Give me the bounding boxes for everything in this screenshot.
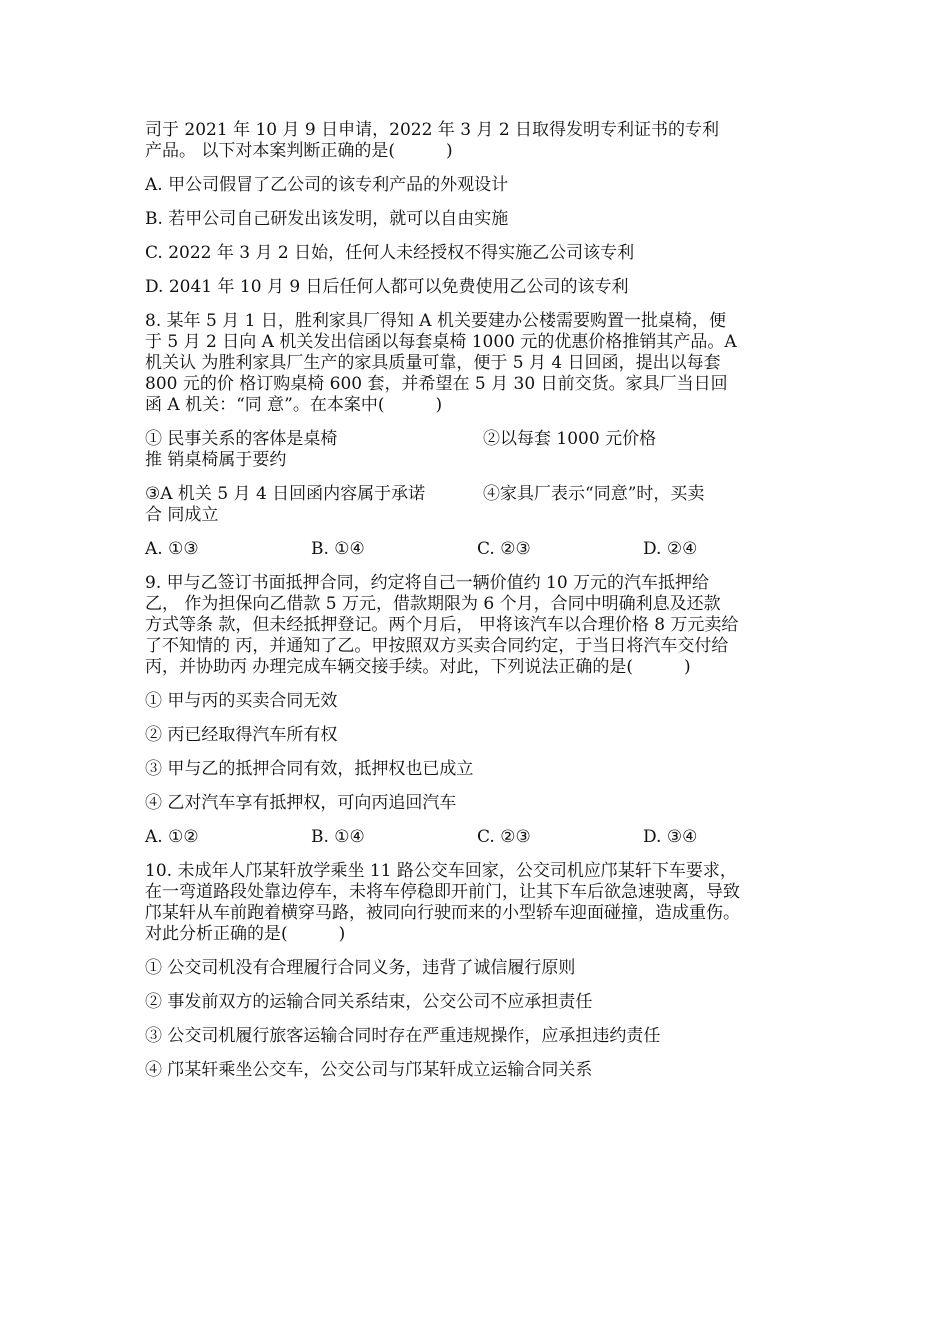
q10-stem-line: 邝某轩从车前跑着横穿马路，被同向行驶而来的小型轿车迎面碰撞，造成重伤。 — [145, 903, 740, 923]
q9-statement-3: ③ 甲与乙的抵押合同有效，抵押权也已成立 — [145, 759, 474, 779]
q8-statement-4: ④家具厂表示“同意”时，买卖 — [483, 484, 705, 504]
q7-option-b: B. 若甲公司自己研发出该发明，就可以自由实施 — [145, 209, 509, 229]
q9-choice-d: D. ③④ — [643, 827, 698, 847]
q7-option-c: C. 2022 年 3 月 2 日始，任何人未经授权不得实施乙公司该专利 — [145, 243, 635, 263]
q9-stem-line: 乙， 作为担保向乙借款 5 万元，借款期限为 6 个月，合同中明确利息及还款 — [145, 594, 721, 614]
q10-statement-3: ③ 公交司机履行旅客运输合同时存在严重违规操作，应承担违约责任 — [145, 1026, 661, 1046]
q10-statement-1: ① 公交司机没有合理履行合同义务，违背了诚信履行原则 — [145, 958, 576, 978]
q8-choices — [145, 539, 820, 560]
q8-choice-c: C. ②③ — [477, 539, 531, 559]
q7-stem-line: 产品。 以下对本案判断正确的是( ) — [145, 141, 453, 161]
q8-statement-3: ③A 机关 5 月 4 日回函内容属于承诺 — [145, 484, 426, 504]
q10-statement-4: ④ 邝某轩乘坐公交车，公交公司与邝某轩成立运输合同关系 — [145, 1060, 593, 1080]
q10-statement-2: ② 事发前双方的运输合同关系结束，公交公司不应承担责任 — [145, 992, 593, 1012]
q9-stem-line: 了不知情的 丙，并通知了乙。甲按照双方买卖合同约定，于当日将汽车交付给 — [145, 636, 729, 656]
q9-stem-line: 9. 甲与乙签订书面抵押合同，约定将自己一辆价值约 10 万元的汽车抵押给 — [145, 573, 710, 593]
q9-stem — [145, 573, 820, 678]
q9-choices — [145, 827, 820, 848]
q8-statement-4-cont: 合 同成立 — [145, 505, 219, 525]
q7-option-d: D. 2041 年 10 月 9 日后任何人都可以免费使用乙公司的该专利 — [145, 277, 629, 297]
q9-statement-2: ② 丙已经取得汽车所有权 — [145, 725, 338, 745]
q7-stem — [145, 120, 820, 162]
q8-stem-line: 800 元的价 格订购桌椅 600 套，并希望在 5 月 30 日前交货。家具厂当日回 — [145, 374, 728, 394]
q10-stem — [145, 861, 820, 945]
q8-statement-pair-2 — [145, 484, 820, 526]
q7-stem-line: 司于 2021 年 10 月 9 日申请，2022 年 3 月 2 日取得发明专利证书的专利 — [145, 120, 720, 140]
q8-choice-b: B. ①④ — [311, 539, 365, 559]
q9-statement-1: ① 甲与丙的买卖合同无效 — [145, 691, 338, 711]
q8-stem-line: 于 5 月 2 日向 A 机关发出信函以每套桌椅 1000 元的优惠价格推销其产品。A — [145, 332, 737, 352]
q8-stem-line: 机关认 为胜利家具厂生产的家具质量可靠，便于 5 月 4 日回函，提出以每套 — [145, 353, 721, 373]
q10-stem-line: 对此分析正确的是( ) — [145, 924, 346, 944]
q8-statement-1: ① 民事关系的客体是桌椅 — [145, 429, 338, 449]
q10-stem-line: 10. 未成年人邝某轩放学乘坐 11 路公交车回家，公交司机应邝某轩下车要求， — [145, 861, 737, 881]
q7-option-a: A. 甲公司假冒了乙公司的该专利产品的外观设计 — [145, 175, 509, 195]
q9-stem-line: 丙，并协助丙 办理完成车辆交接手续。对此，下列说法正确的是( ) — [145, 657, 691, 677]
q8-stem-line: 8. 某年 5 月 1 日，胜利家具厂得知 A 机关要建办公楼需要购置一批桌椅，便 — [145, 311, 726, 331]
q9-choice-b: B. ①④ — [311, 827, 365, 847]
q9-statement-4: ④ 乙对汽车享有抵押权，可向丙追回汽车 — [145, 793, 457, 813]
q8-choice-a: A. ①③ — [145, 539, 199, 559]
q8-stem — [145, 311, 820, 416]
q9-choice-c: C. ②③ — [477, 827, 531, 847]
q8-statement-pair-1 — [145, 429, 820, 471]
exam-page — [145, 120, 820, 1094]
q8-statement-2-cont: 推 销桌椅属于要约 — [145, 450, 287, 470]
q10-stem-line: 在一弯道路段处靠边停车，未将车停稳即开前门，让其下车后欲急速驶离，导致 — [145, 882, 740, 902]
q8-choice-d: D. ②④ — [643, 539, 698, 559]
q8-statement-2: ②以每套 1000 元价格 — [483, 429, 657, 449]
q8-stem-line: 函 A 机关：“同 意”。在本案中( ) — [145, 395, 443, 415]
q9-stem-line: 方式等条 款，但未经抵押登记。两个月后， 甲将该汽车以合理价格 8 万元卖给 — [145, 615, 739, 635]
q9-choice-a: A. ①② — [145, 827, 199, 847]
